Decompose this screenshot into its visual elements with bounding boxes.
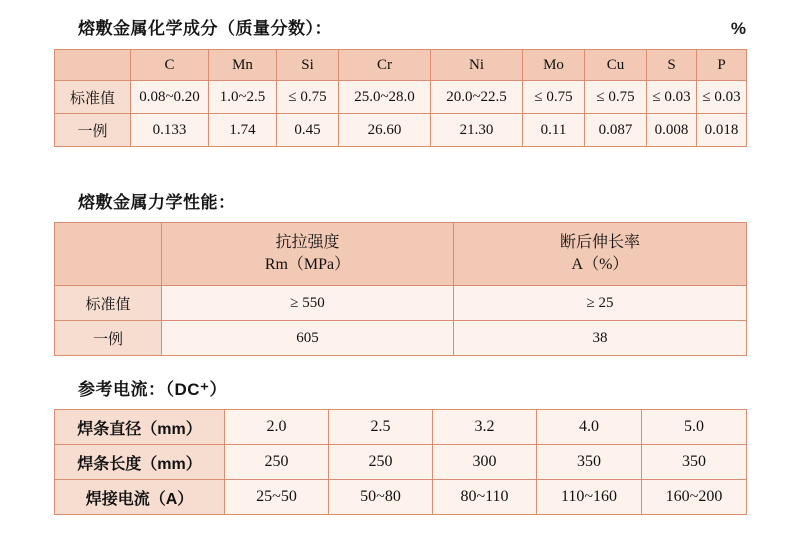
mechanical-properties-heading-row [54,188,746,213]
cell-standard-cr: 25.0~28.0 [339,81,431,114]
header-cell-s: S [647,50,697,81]
cell-example-s: 0.008 [647,114,697,147]
cell-current-5: 160~200 [642,480,747,515]
cell-current-4: 110~160 [537,480,642,515]
cell-diameter-2: 2.5 [329,410,433,445]
cell-standard-mn: 1.0~2.5 [209,81,277,114]
table-header-row [55,223,747,286]
row-label-standard: 标准值 [55,81,131,114]
chemical-composition-block [54,14,746,147]
chemical-composition-heading-row [54,14,746,39]
table-row [55,114,747,147]
row-label-welding-current: 焊接电流（A） [55,480,225,515]
table-row [55,480,747,515]
table-row [55,286,747,321]
reference-current-block [54,375,746,515]
cell-current-1: 25~50 [225,480,329,515]
cell-standard-s: ≤ 0.03 [647,81,697,114]
table-row [55,81,747,114]
table-row [55,321,747,356]
chemical-composition-table [54,49,747,147]
reference-current-heading-row [54,375,746,400]
cell-example-mn: 1.74 [209,114,277,147]
header-cell-c: C [131,50,209,81]
mechanical-properties-block [54,188,746,356]
cell-example-tensile: 605 [162,321,454,356]
cell-standard-p: ≤ 0.03 [697,81,747,114]
cell-length-3: 300 [433,445,537,480]
cell-current-3: 80~110 [433,480,537,515]
cell-example-ni: 21.30 [431,114,523,147]
tensile-strength-line2: Rm（MPa） [264,256,351,273]
cell-length-5: 350 [642,445,747,480]
cell-standard-mo: ≤ 0.75 [523,81,585,114]
cell-standard-cu: ≤ 0.75 [585,81,647,114]
cell-example-cr: 26.60 [339,114,431,147]
header-cell-tensile-strength [162,223,454,286]
mechanical-properties-title: 熔敷金属力学性能： [78,193,236,212]
cell-standard-tensile: ≥ 550 [162,286,454,321]
row-label-electrode-length: 焊条长度（mm） [55,445,225,480]
header-cell-cr: Cr [339,50,431,81]
cell-standard-ni: 20.0~22.5 [431,81,523,114]
mechanical-properties-table [54,222,747,356]
elongation-line1: 断后伸长率 [559,234,640,252]
row-label-standard: 标准值 [55,286,162,321]
cell-diameter-3: 3.2 [433,410,537,445]
cell-example-cu: 0.087 [585,114,647,147]
cell-example-elongation: 38 [454,321,747,356]
cell-length-1: 250 [225,445,329,480]
table-row [55,445,747,480]
cell-length-2: 250 [329,445,433,480]
cell-standard-c: 0.08~0.20 [131,81,209,114]
header-cell-mo: Mo [523,50,585,81]
table-row [55,410,747,445]
header-cell-si: Si [277,50,339,81]
cell-standard-elongation: ≥ 25 [454,286,747,321]
row-label-example: 一例 [55,321,162,356]
header-cell-cu: Cu [585,50,647,81]
header-cell-elongation [454,223,747,286]
header-cell-blank [55,223,162,286]
chemical-composition-title: 熔敷金属化学成分（质量分数）： [78,19,332,38]
cell-example-p: 0.018 [697,114,747,147]
cell-standard-si: ≤ 0.75 [277,81,339,114]
cell-length-4: 350 [537,445,642,480]
cell-example-si: 0.45 [277,114,339,147]
header-cell-blank [55,50,131,81]
header-cell-p: P [697,50,747,81]
cell-example-mo: 0.11 [523,114,585,147]
cell-current-2: 50~80 [329,480,433,515]
cell-example-c: 0.133 [131,114,209,147]
reference-current-title: 参考电流：（DC⁺） [78,380,228,399]
header-cell-ni: Ni [431,50,523,81]
cell-diameter-5: 5.0 [642,410,747,445]
reference-current-table [54,409,747,515]
elongation-line2: A（%） [571,256,629,273]
tensile-strength-line1: 抗拉强度 [275,234,340,252]
cell-diameter-1: 2.0 [225,410,329,445]
header-cell-mn: Mn [209,50,277,81]
cell-diameter-4: 4.0 [537,410,642,445]
chemical-composition-unit: % [730,19,746,38]
row-label-example: 一例 [55,114,131,147]
table-header-row [55,50,747,81]
row-label-electrode-diameter: 焊条直径（mm） [55,410,225,445]
